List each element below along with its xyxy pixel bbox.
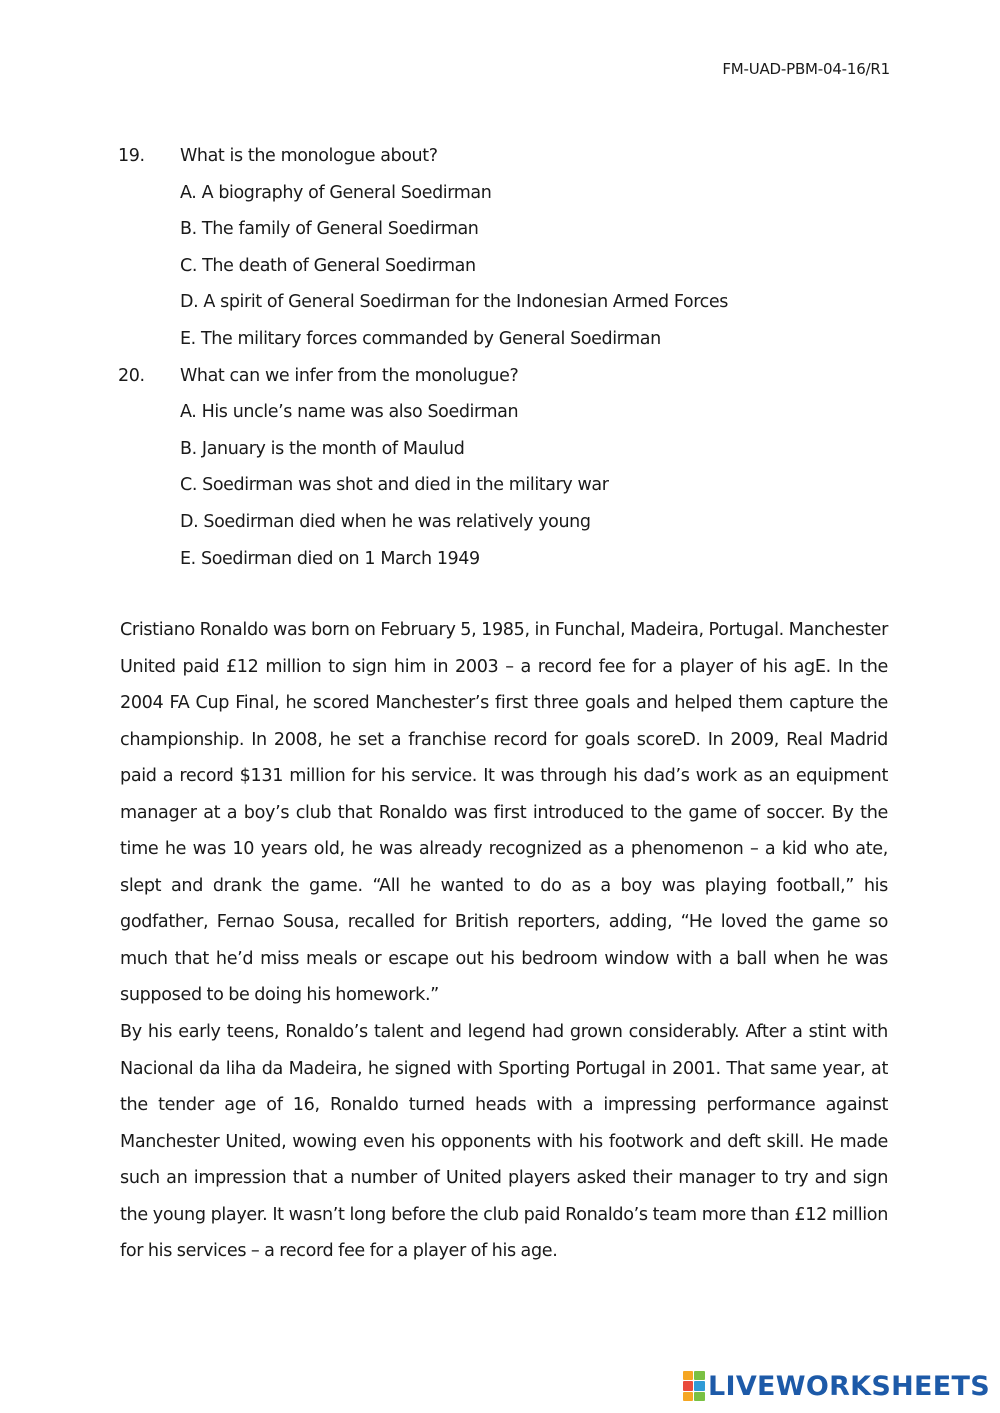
passage-paragraph-1: Cristiano Ronaldo was born on February 5, 1985, in Funchal, Madeira, Portugal. Manchester United paid £12 million to sign him in 2003 – a record fee for a player of his agE. In the 2004 FA Cup Final, he scored Manchester’s first three goals and helped them capture the championship. In 2008, he set a franchise record for goals scoreD. In 2009, Real Madrid paid a record $131 million for his service. It was through his dad’s work as an equipment manager at a boy’s club that Ronaldo was first introduced to the game of soccer. By the time he was 10 years old, he was already recognized as a phenomenon – a kid who ate, slept and drank the game. “All he wanted to do as a boy was playing football,” his godfather, Fernao Sousa, recalled for British reporters, adding, “He loved the game so much that he’d miss meals or escape out his bedroom window with a ball when he was supposed to be doing his homework.” xyxy=(120,620,888,1006)
question-text: What is the monologue about? xyxy=(180,146,438,166)
option-a: A. A biography of General Soedirman xyxy=(180,182,492,203)
option-e: E. The military forces commanded by General Soedirman xyxy=(180,328,661,349)
option-a: A. His uncle’s name was also Soedirman xyxy=(180,402,519,423)
question-text: What can we infer from the monolugue? xyxy=(180,365,519,386)
question-number: 19. xyxy=(118,146,145,166)
question-stem xyxy=(118,138,898,175)
question-stem xyxy=(118,358,898,395)
questions-section xyxy=(118,138,898,577)
logo-tile xyxy=(694,1371,705,1380)
option-e: E. Soedirman died on 1 March 1949 xyxy=(180,548,480,569)
option-d: D. A spirit of General Soedirman for the Indonesian Armed Forces xyxy=(180,292,728,313)
logo-tile xyxy=(683,1392,694,1401)
question-number: 20. xyxy=(118,365,145,386)
question-20 xyxy=(118,358,898,578)
logo-tile xyxy=(683,1371,694,1380)
option-d: D. Soedirman died when he was relatively young xyxy=(180,511,591,532)
liveworksheets-logo-icon xyxy=(683,1371,705,1401)
logo-tile xyxy=(694,1392,705,1401)
option-b: B. January is the month of Maulud xyxy=(180,438,465,459)
reading-passage xyxy=(120,612,888,1270)
option-c: C. The death of General Soedirman xyxy=(180,255,476,276)
option-c: C. Soedirman was shot and died in the military war xyxy=(180,475,609,496)
option-b: B. The family of General Soedirman xyxy=(180,219,479,240)
liveworksheets-watermark xyxy=(683,1369,990,1403)
passage-paragraph-2: By his early teens, Ronaldo’s talent and legend had grown considerably. After a stint with Nacional da liha da Madeira, he signed with Sporting Portugal in 2001. That same year, at the tender age of 16, Ronaldo turned heads with a impressing performance against Manchester United, wowing even his opponents with his footwork and deft skill. He made such an impression that a number of United players asked their manager to try and sign the young player. It wasn’t long before the club paid Ronaldo’s team more than £12 million for his services – a record fee for a player of his age. xyxy=(120,1022,888,1262)
document-code: FM-UAD-PBM-04-16/R1 xyxy=(722,60,890,78)
question-19 xyxy=(118,138,898,358)
logo-tile xyxy=(683,1381,694,1390)
logo-tile xyxy=(694,1381,705,1390)
liveworksheets-wordmark: LIVEWORKSHEETS xyxy=(707,1370,990,1402)
